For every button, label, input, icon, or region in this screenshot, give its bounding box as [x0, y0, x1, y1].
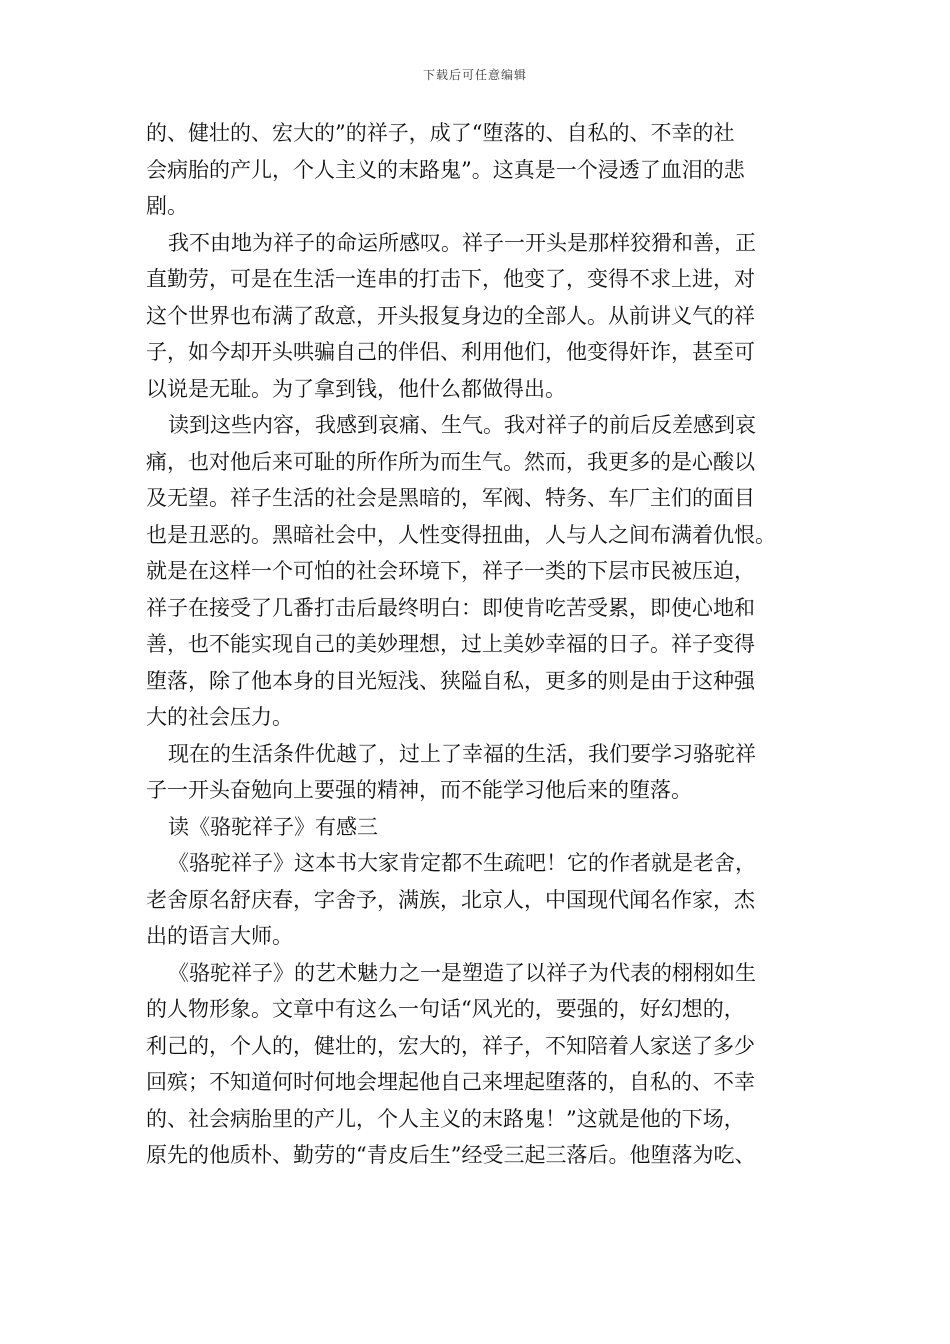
- text-line: 的人物形象。文章中有这么一句话“风光的，要强的，好幻想的，: [146, 997, 745, 1021]
- text-line: 现在的生活条件优越了，过上了幸福的生活，我们要学习骆驼祥: [168, 741, 756, 766]
- text-line: 我不由地为祥子的命运所感叹。祥子一开头是那样狡猾和善，正: [168, 230, 756, 255]
- text-line: 的、社会病胎里的产儿，个人主义的末路鬼！”这就是他的下场，: [146, 1106, 745, 1131]
- text-line: 原先的他质朴、勤劳的“青皮后生”经受三起三落后。他堕落为吃、: [146, 1143, 756, 1167]
- text-line: 会病胎的产儿，个人主义的末路鬼”。这真是一个浸透了血泪的悲: [146, 157, 745, 182]
- text-line: 及无望。祥子生活的社会是黑暗的，军阀、特务、车厂主们的面目: [146, 486, 755, 510]
- text-line: 《骆驼祥子》的艺术魅力之一是塑造了以祥子为代表的栩栩如生: [168, 960, 756, 985]
- page-header-note: 下载后可任意编辑: [422, 68, 527, 82]
- text-line: 祥子在接受了几番打击后最终明白：即使肯吃苦受累，即使心地和: [146, 595, 755, 620]
- text-line: 《骆驼祥子》这本书大家肯定都不生疏吧！它的作者就是老舍，: [168, 851, 756, 875]
- text-line: 老舍原名舒庆春，字舍予，满族，北京人，中国现代闻名作家，杰: [146, 887, 755, 912]
- text-line: 大的社会压力。: [146, 705, 293, 729]
- text-line: 子一开头奋勉向上要强的精神，而不能学习他后来的堕落。: [146, 778, 692, 802]
- text-line: 剧。: [146, 194, 188, 218]
- text-line: 出的语言大师。: [146, 924, 293, 948]
- text-line: 读到这些内容，我感到哀痛、生气。我对祥子的前后反差感到哀: [168, 413, 756, 437]
- text-line: 子，如今却开头哄骗自己的伴侣、利用他们，他变得奸诈，甚至可: [146, 340, 755, 364]
- text-line: 读《骆驼祥子》有感三: [168, 814, 378, 839]
- text-line: 善，也不能实现自己的美妙理想，过上美妙幸福的日子。祥子变得: [146, 632, 755, 656]
- text-line: 的、健壮的、宏大的”的祥子，成了“堕落的、自私的、不幸的社: [146, 121, 735, 145]
- text-line: 堕落，除了他本身的目光短浅、狭隘自私，更多的则是由于这种强: [146, 668, 755, 693]
- text-line: 也是丑恶的。黑暗社会中，人性变得扭曲，人与人之间布满着仇恨。: [146, 522, 776, 547]
- text-line: 以说是无耻。为了拿到钱，他什么都做得出。: [146, 376, 566, 401]
- text-line: 直勤劳，可是在生活一连串的打击下，他变了，变得不求上进，对: [146, 267, 755, 291]
- text-line: 痛，也对他后来可耻的所作所为而生气。然而，我更多的是心酸以: [146, 449, 755, 474]
- document-body: [146, 115, 826, 1174]
- text-line: 就是在这样一个可怕的社会环境下，祥子一类的下层市民被压迫，: [146, 559, 755, 583]
- text-line: 这个世界也布满了敌意，开头报复身边的全部人。从前讲义气的祥: [146, 303, 755, 328]
- text-line: 回殡；不知道何时何地会埋起他自己来埋起堕落的，自私的、不幸: [146, 1070, 755, 1094]
- text-line: 利己的，个人的，健壮的，宏大的，祥子，不知陪着人家送了多少: [146, 1033, 755, 1058]
